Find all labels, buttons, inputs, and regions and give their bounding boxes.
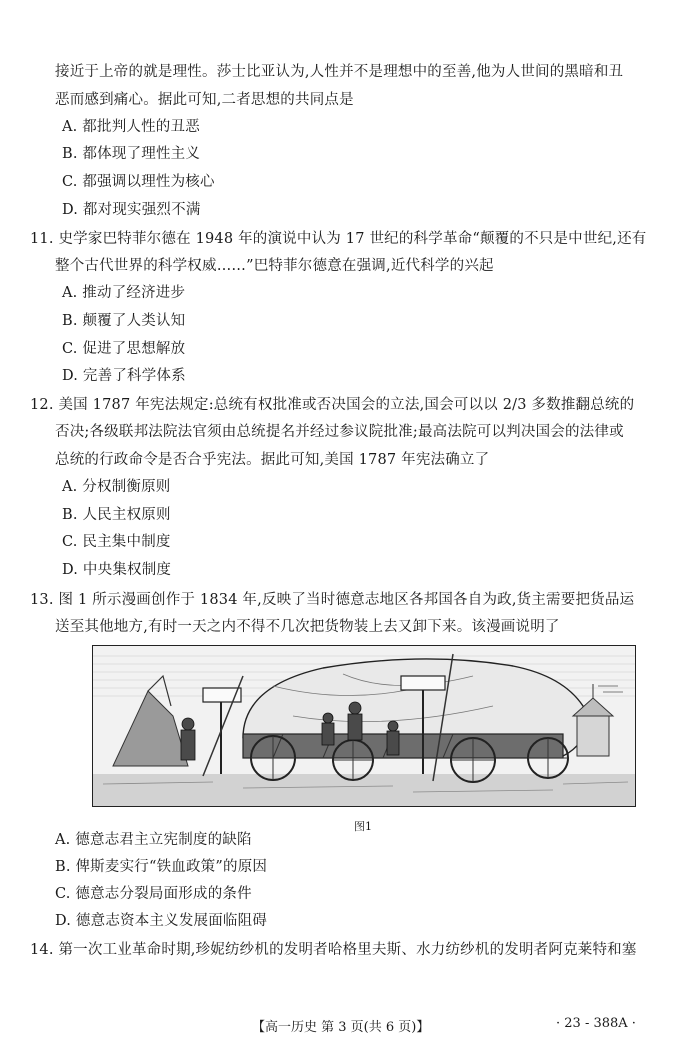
cartoon-figure: [92, 645, 636, 807]
q12-stem-line2: 否决;各级联邦法院法官须由总统提名并经过参议院批准;最高法院可以判决国会的法律或: [55, 424, 624, 440]
q13-option-d: D. 德意志资本主义发展面临阻碍: [55, 913, 268, 929]
q11-option-c: C. 促进了思想解放: [62, 341, 186, 357]
figure-caption: 图1: [354, 820, 372, 833]
q11-option-d: D. 完善了科学体系: [62, 368, 186, 384]
q12-option-a: A. 分权制衡原则: [62, 479, 171, 495]
cartoon-illustration: [93, 646, 635, 806]
q12-option-d: D. 中央集权制度: [62, 562, 172, 578]
q12-option-c: C. 民主集中制度: [62, 534, 171, 550]
q13-stem-line2: 送至其他地方,有时一天之内不得不几次把货物装上去又卸下来。该漫画说明了: [55, 619, 560, 635]
q11-stem-line2: 整个古代世界的科学权威……”巴特菲尔德意在强调,近代科学的兴起: [55, 258, 494, 274]
q11-stem-line1: 11. 史学家巴特菲尔德在 1948 年的演说中认为 17 世纪的科学革命“颠覆的不只是中世纪,还有: [30, 231, 647, 247]
q13-option-b: B. 俾斯麦实行“铁血政策”的原因: [55, 859, 268, 875]
q10-option-a: A. 都批判人性的丑恶: [62, 119, 200, 135]
q13-option-c: C. 德意志分裂局面形成的条件: [55, 886, 252, 902]
q11-option-a: A. 推动了经济进步: [62, 285, 186, 301]
q14-stem-line1: 14. 第一次工业革命时期,珍妮纺纱机的发明者哈格里夫斯、水力纺纱机的发明者阿克莱特和塞: [30, 942, 637, 958]
page-footer-label: 【高一历史 第 3 页(共 6 页)】: [252, 1020, 430, 1035]
page-footer-code: · 23 - 388A ·: [556, 1016, 636, 1031]
q10-stem-line2: 恶而感到痛心。据此可知,二者思想的共同点是: [55, 92, 354, 108]
q10-option-c: C. 都强调以理性为核心: [62, 174, 215, 190]
q13-stem-line1: 13. 图 1 所示漫画创作于 1834 年,反映了当时德意志地区各邦国各自为政,货主需要把货品运: [30, 592, 635, 608]
q10-option-d: D. 都对现实强烈不满: [62, 202, 201, 218]
q11-option-b: B. 颠覆了人类认知: [62, 313, 186, 329]
q12-stem-line3: 总统的行政命令是否合乎宪法。据此可知,美国 1787 年宪法确立了: [55, 452, 490, 468]
q13-option-a: A. 德意志君主立宪制度的缺陷: [55, 832, 252, 848]
q12-option-b: B. 人民主权原则: [62, 507, 171, 523]
q12-stem-line1: 12. 美国 1787 年宪法规定:总统有权批准或否决国会的立法,国会可以以 2/3 多数推翻总统的: [30, 397, 635, 413]
q10-stem-line1: 接近于上帝的就是理性。莎士比亚认为,人性并不是理想中的至善,他为人世间的黑暗和丑: [55, 64, 624, 80]
q10-option-b: B. 都体现了理性主义: [62, 146, 201, 162]
